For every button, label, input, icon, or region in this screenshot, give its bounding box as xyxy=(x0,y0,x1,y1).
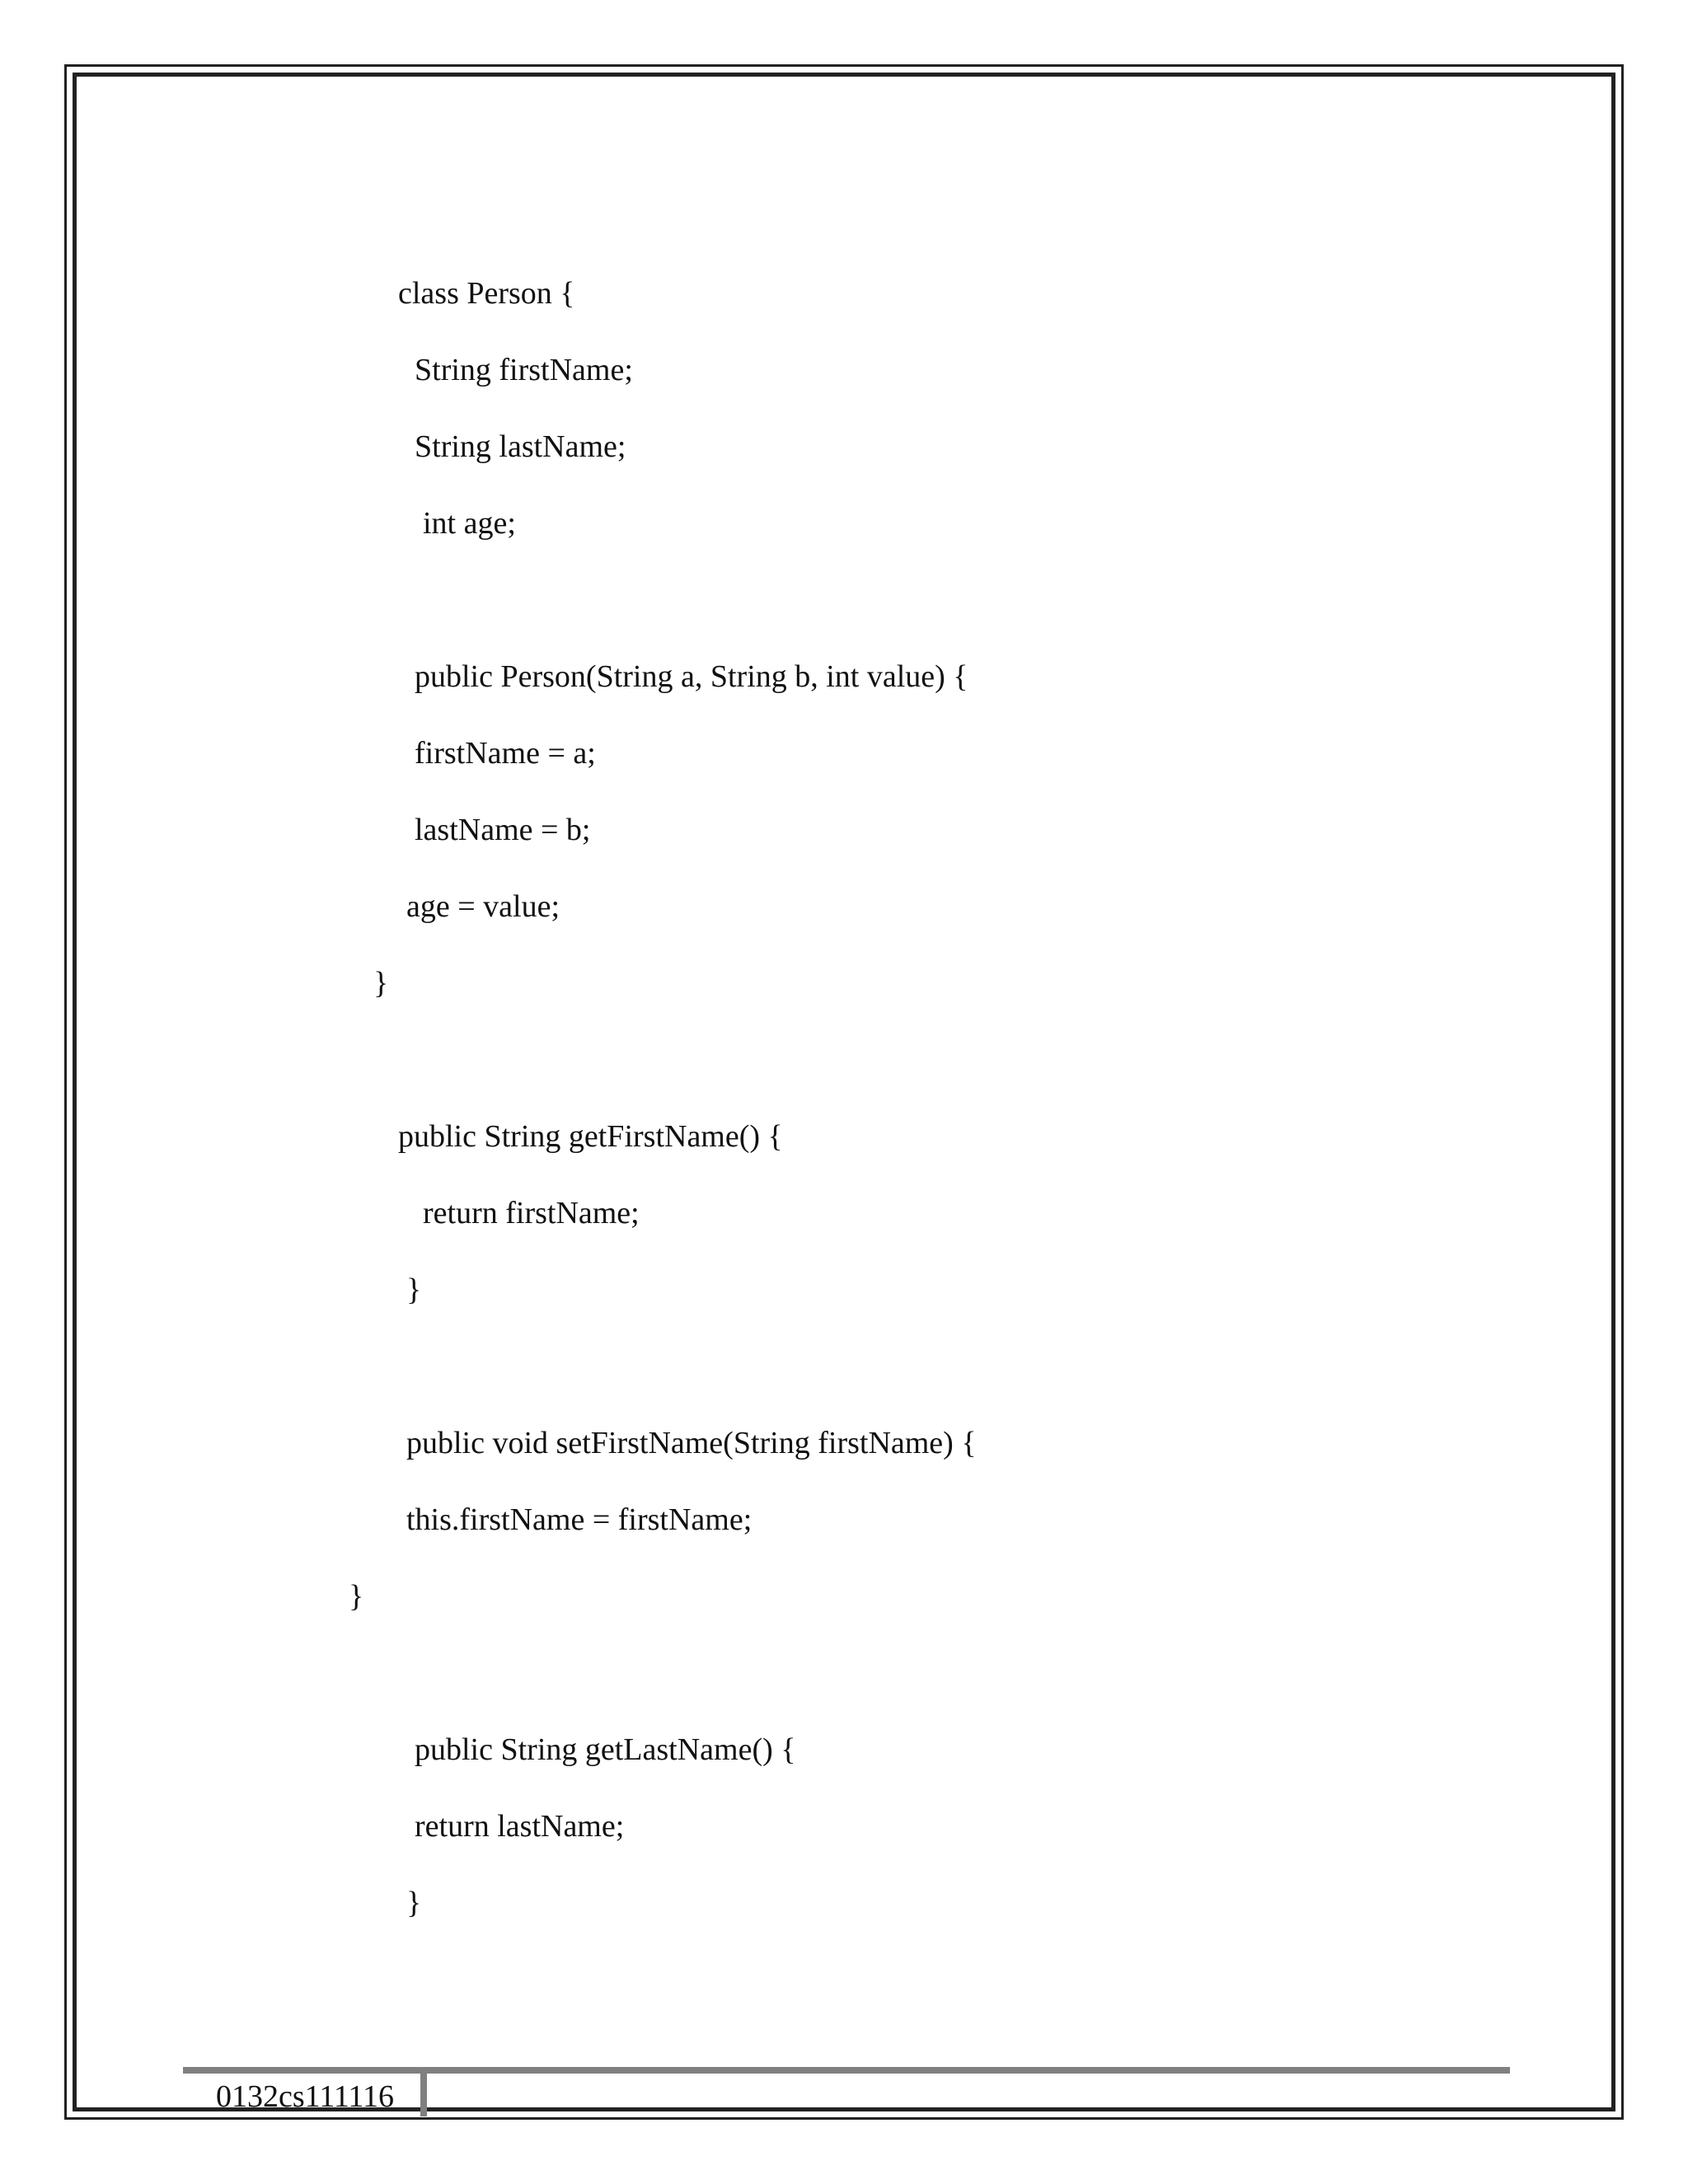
footer-rule xyxy=(183,2067,1510,2074)
footer-page-id: 0132cs111116 xyxy=(216,2079,395,2114)
code-line: String firstName; xyxy=(415,353,633,387)
code-line: } xyxy=(406,1886,422,1920)
code-line: } xyxy=(406,1272,422,1307)
code-line: lastName = b; xyxy=(415,813,591,847)
footer-divider xyxy=(420,2074,427,2116)
page-border-inner xyxy=(73,73,1615,2111)
code-line: int age; xyxy=(423,506,516,541)
code-line: age = value; xyxy=(406,889,560,924)
code-line: String lastName; xyxy=(415,429,626,464)
code-line: public String getFirstName() { xyxy=(398,1119,783,1154)
code-line: public String getLastName() { xyxy=(415,1732,796,1767)
code-line: this.firstName = firstName; xyxy=(406,1502,753,1537)
code-line: return firstName; xyxy=(423,1196,640,1230)
code-line: return lastName; xyxy=(415,1809,625,1844)
code-line: public Person(String a, String b, int value) { xyxy=(415,659,968,694)
code-line: class Person { xyxy=(398,276,575,311)
code-line: public void setFirstName(String firstName) { xyxy=(406,1426,977,1460)
code-line: firstName = a; xyxy=(415,736,596,771)
code-line: } xyxy=(349,1579,364,1614)
code-line: } xyxy=(373,966,389,1001)
